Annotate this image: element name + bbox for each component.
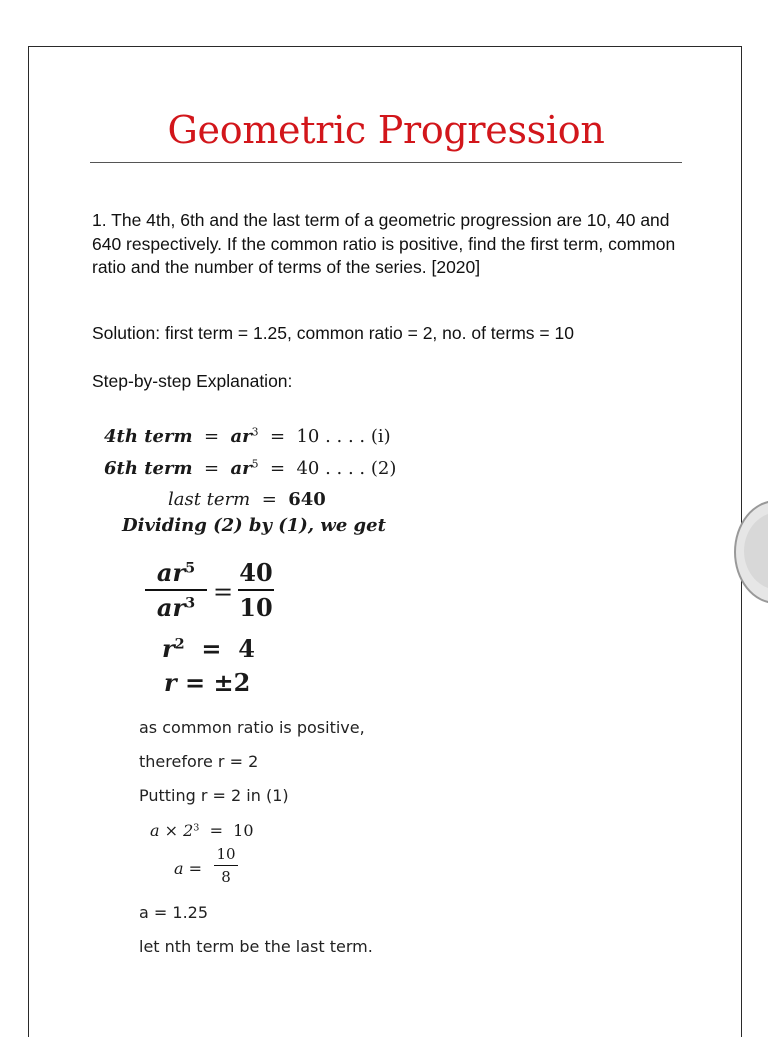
eq1-exp: 3 <box>251 425 259 439</box>
result-a: a = 1.25 <box>139 903 209 922</box>
equation-last-term: last term = 640 <box>168 489 326 510</box>
fraction-equals: = <box>213 578 234 606</box>
eq1-rhs: ar <box>230 426 252 447</box>
frac-left-den: ar <box>156 593 186 622</box>
equation-6th-term: 6th term = $ar^5 = 40$ . . . . (2) <box>104 457 397 479</box>
eq2-rhs: ar <box>230 458 252 479</box>
sub-rhs: 10 <box>233 821 254 840</box>
substitution-equation: $a \times 2^3 = 10$ <box>150 821 254 840</box>
frac-right-num: 40 <box>239 558 273 587</box>
a-fraction-bar <box>214 865 238 866</box>
r-sq-exp: 2 <box>174 635 185 653</box>
title-underline <box>90 162 682 163</box>
eq2-exp: 5 <box>251 457 259 471</box>
r-value-equation: r = ±2 <box>164 668 251 697</box>
page-title: Geometric Progression <box>167 108 605 152</box>
fraction-right <box>238 558 274 622</box>
r-squared-equation: $r^2 = 4$ <box>162 634 255 663</box>
sub-lhs: a × 2 <box>150 821 194 840</box>
r-val-lhs: r <box>164 668 177 697</box>
frac-left-num: ar <box>156 558 186 587</box>
page-frame <box>28 46 742 1037</box>
a-label-text: a = <box>174 859 203 878</box>
steps-heading: Step-by-step Explanation: <box>92 371 293 391</box>
fraction-left <box>145 558 207 622</box>
a-frac-den: 8 <box>221 868 231 886</box>
eq1-value: 10 . . . . (i) <box>296 426 391 447</box>
eq3-value: 640 <box>288 489 326 510</box>
a-fraction <box>214 845 238 886</box>
frac-left-den-exp: 3 <box>185 594 196 612</box>
a-frac-num: 10 <box>216 845 236 863</box>
fraction-bar-right <box>238 589 274 591</box>
dividing-text: Dividing (2) by (1), we get <box>122 515 386 536</box>
eq1-label: 4th term <box>104 426 193 447</box>
sub-exp: 3 <box>193 822 200 834</box>
r-sq-rhs: 4 <box>238 634 255 663</box>
fraction-bar-left <box>145 589 207 591</box>
a-label <box>174 859 202 878</box>
frac-right-den: 10 <box>239 593 273 622</box>
eq2-label: 6th term <box>104 458 193 479</box>
eq3-label: last term <box>168 489 251 510</box>
last-line: let nth term be the last term. <box>139 937 373 956</box>
note-positive: as common ratio is positive, <box>139 718 365 737</box>
question-text: 1. The 4th, 6th and the last term of a geometric progression are 10, 40 and 640 respectively. If the common ratio is positive, find the first term, common ratio and the number of terms of the series. [2020] <box>92 210 676 277</box>
r-val-rhs: ±2 <box>213 668 251 697</box>
eq2-value: 40 . . . . (2) <box>296 458 397 479</box>
r-sq-lhs: r <box>162 634 175 663</box>
frac-left-num-exp: 5 <box>185 559 196 577</box>
equation-4th-term: 4th term = $ar^3 = 10$ . . . . (i) <box>104 425 391 447</box>
solution-text: Solution: first term = 1.25, common ratio = 2, no. of terms = 10 <box>92 323 574 343</box>
note-putting: Putting r = 2 in (1) <box>139 786 289 805</box>
note-therefore: therefore r = 2 <box>139 752 259 771</box>
